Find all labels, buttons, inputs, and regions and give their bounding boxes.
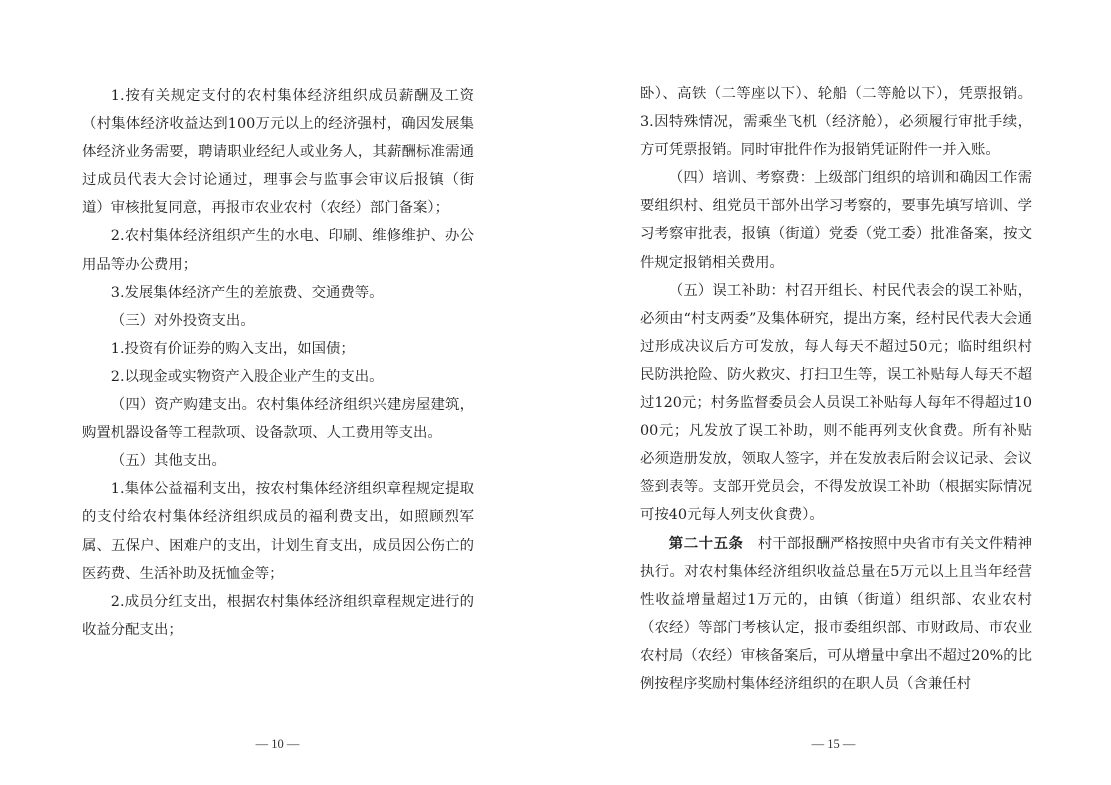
paragraph: 卧）、高铁（二等座以下）、轮船（二等舱以下），凭票报销。3.因特殊情况，需乘坐飞机（经济舱），必须履行审批手续，方可凭票报销。同时审批件作为报销凭证附件一并入账。 — [640, 86, 1032, 159]
article-paragraph — [640, 530, 1032, 699]
page-number: — 15 — — [811, 737, 856, 751]
paragraph: 2.成员分红支出，根据农村集体经济组织章程规定进行的收益分配支出； — [82, 593, 474, 638]
right-page — [556, 0, 1111, 785]
paragraph: （五）误工补助：村召开组长、村民代表会的误工补贴，必须由“村支两委”及集体研究，提出方案，经村民代表大会通过形成决议后方可发放，每人每天不超过50元；临时组织村民防洪抢险、防火救灾、打扫卫生等，误工补贴每人每天不超过120元；村务监督委员会人员误工补贴每人每年不得超过1000元；凡发放了误工补助，则不能再列支伙食费。所有补贴必须造册发放，领取人签字，并在发放表后附会议记录、会议签到表等。支部开党员会，不得发放误工补助（根据实际情况可按40元每人列支伙食费）。 — [640, 282, 1032, 524]
paragraph: （四）资产购建支出。农村集体经济组织兴建房屋建筑，购置机器设备等工程款项、设备款项、人工费用等支出。 — [82, 397, 474, 442]
paragraph: 1.集体公益福利支出，按农村集体经济组织章程规定提取的支付给农村集体经济组织成员的福利费支出，如照顾烈军属、五保户、困难户的支出，计划生育支出，成员因公伤亡的医药费、生活补助及抚恤金等； — [82, 481, 474, 582]
section-heading: （三）对外投资支出。 — [110, 312, 255, 329]
paragraph: 3.发展集体经济产生的差旅费、交通费等。 — [110, 284, 384, 301]
right-page-body — [640, 80, 1032, 698]
section-heading: （五）其他支出。 — [110, 453, 226, 470]
left-page-body — [82, 82, 474, 644]
paragraph: 2.农村集体经济组织产生的水电、印刷、维修维护、办公用品等办公费用； — [82, 228, 474, 273]
paragraph: （四）培训、考察费：上级部门组织的培训和确因工作需要组织村、组党员干部外出学习考察的，要事先填写培训、学习考察审批表，报镇（街道）党委（党工委）批准备案，按文件规定报销相关费用。 — [640, 170, 1032, 271]
article-body: 村干部报酬严格按照中央省市有关文件精神执行。对农村集体经济组织收益总量在5万元以上且当年经营性收益增量超过1万元的，由镇（街道）组织部、农业农村（农经）等部门考核认定，报市委组织部、市财政局、市农业农村局（农经）审核备案后，可从增量中拿出不超过20%的比例按程序奖励村集体经济组织的在职人员（含兼任村 — [640, 535, 1032, 692]
paragraph: 1.投资有价证券的购入支出，如国债； — [110, 340, 355, 357]
page-number: — 10 — — [255, 737, 300, 751]
article-number: 第二十五条 — [668, 535, 744, 552]
left-page — [0, 0, 555, 785]
paragraph: 1.按有关规定支付的农村集体经济组织成员薪酬及工资（村集体经济收益达到100万元以上的经济强村，确因发展集体经济业务需要，聘请职业经纪人或业务人，其薪酬标准需通过成员代表大会讨论通过，理事会与监事会审议后报镇（街道）审核批复同意，再报市农业农村（农经）部门备案）； — [82, 88, 474, 217]
paragraph: 2.以现金或实物资产入股企业产生的支出。 — [110, 368, 384, 385]
